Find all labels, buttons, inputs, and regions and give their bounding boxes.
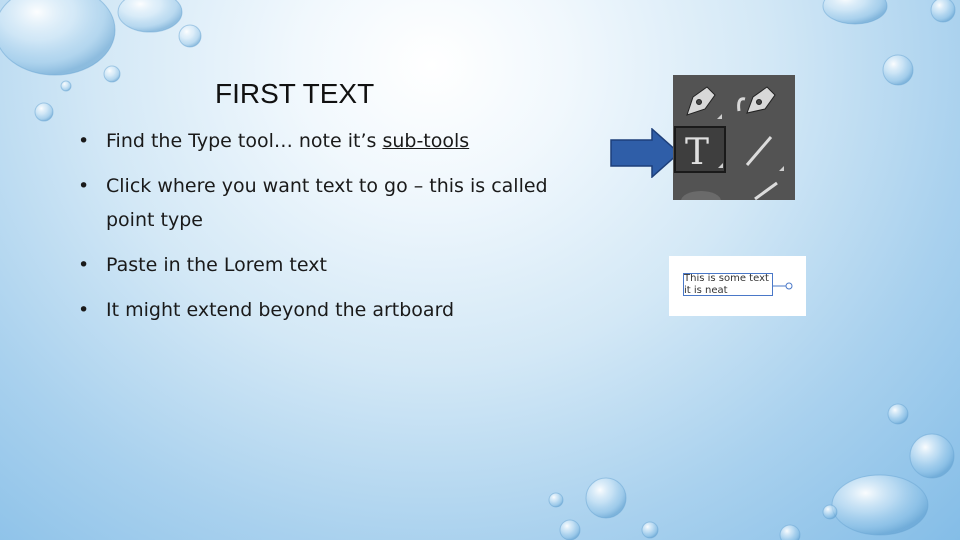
text-frame-handle-icon bbox=[772, 280, 794, 292]
drop bbox=[823, 505, 837, 519]
drop bbox=[0, 0, 115, 75]
brush-tool-icon bbox=[755, 183, 777, 199]
bullet-item-artboard bbox=[78, 293, 578, 327]
text-box-frame bbox=[683, 273, 773, 296]
type-tool-icon: T bbox=[685, 132, 710, 173]
drop bbox=[931, 0, 955, 22]
bullet-item-paste-lorem bbox=[78, 248, 578, 282]
drop bbox=[642, 522, 658, 538]
drop bbox=[35, 103, 53, 121]
tool-panel bbox=[673, 75, 795, 200]
bullet-text: Click where you want text to go – this is called point type bbox=[106, 175, 548, 231]
drop bbox=[883, 55, 913, 85]
arrow-right-icon bbox=[610, 128, 680, 178]
drop bbox=[910, 434, 954, 478]
drop bbox=[179, 25, 201, 47]
drop bbox=[832, 475, 928, 535]
bullet-item-type-tool bbox=[78, 124, 578, 158]
drop bbox=[560, 520, 580, 540]
drop bbox=[549, 493, 563, 507]
drop bbox=[888, 404, 908, 424]
line-tool-icon bbox=[747, 137, 771, 165]
preview-text-line-2: it is neat bbox=[684, 285, 728, 296]
ellipse-tool-icon bbox=[681, 191, 721, 200]
drop bbox=[118, 0, 182, 32]
drop bbox=[586, 478, 626, 518]
drop bbox=[104, 66, 120, 82]
bullet-list bbox=[78, 124, 578, 338]
drop bbox=[780, 525, 800, 540]
slide-title: FIRST TEXT bbox=[215, 78, 375, 109]
preview-text-line-1: This is some text bbox=[684, 273, 769, 284]
curvature-pen-icon bbox=[739, 87, 775, 113]
drop bbox=[61, 81, 71, 91]
bullet-item-point-type bbox=[78, 169, 578, 237]
bullet-text: It might extend beyond the artboard bbox=[106, 299, 455, 321]
bullet-text: Paste in the Lorem text bbox=[106, 254, 327, 276]
bullet-text: Find the Type tool… note it’s bbox=[106, 130, 383, 152]
drop bbox=[823, 0, 887, 24]
pen-tool-icon bbox=[687, 87, 722, 119]
bullet-underlined-text: sub-tools bbox=[382, 130, 470, 152]
